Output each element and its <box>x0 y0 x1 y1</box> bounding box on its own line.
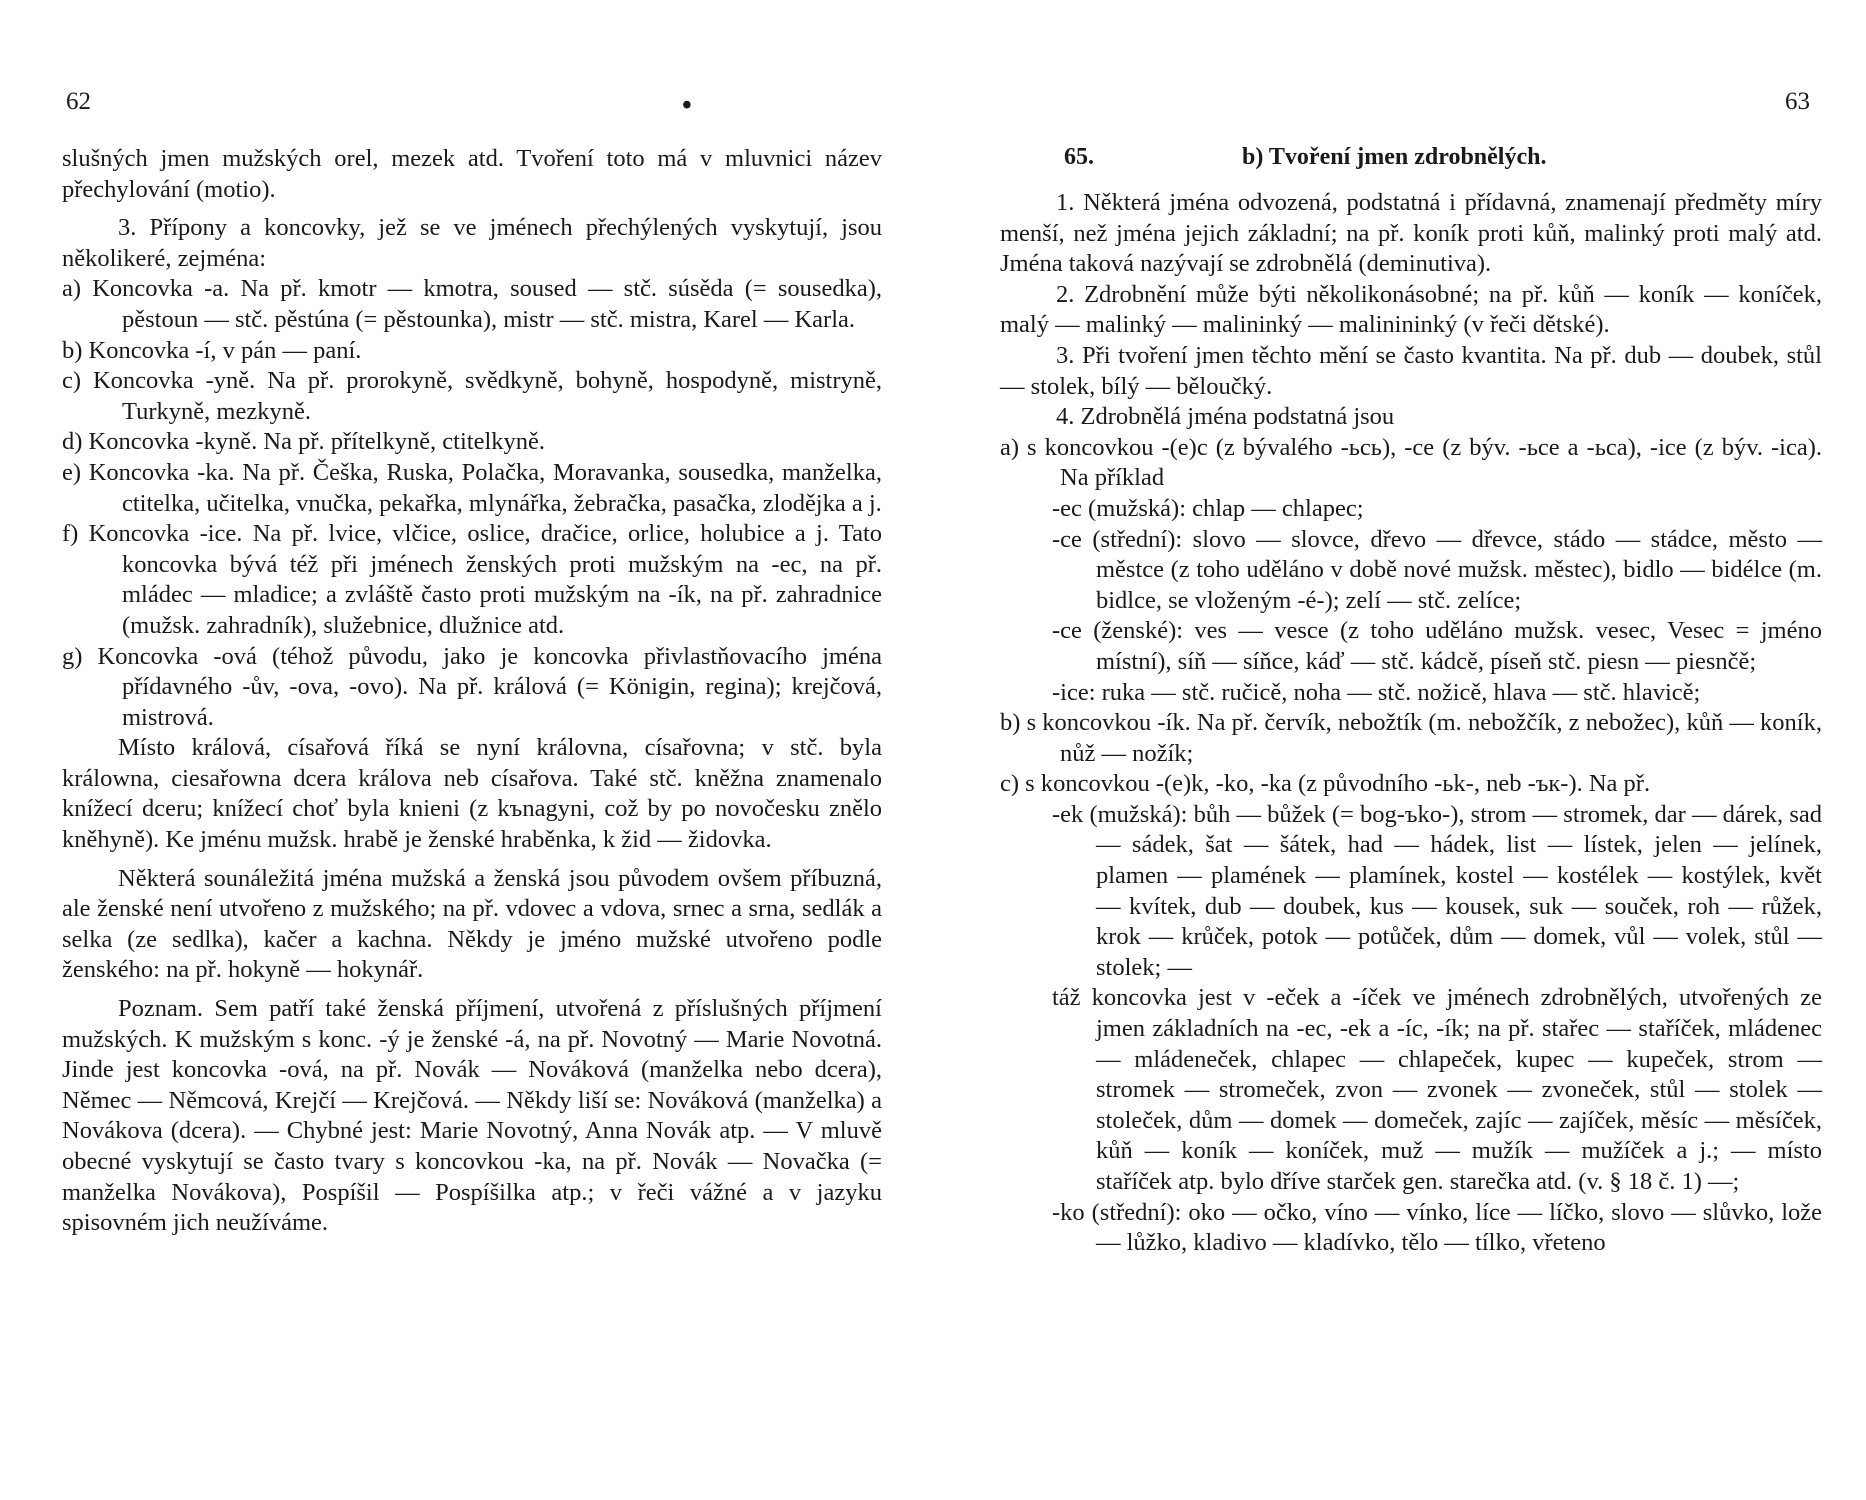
paragraph: 3. Při tvoření jmen těchto mění se často kvantita. Na př. dub — doubek, stůl — stolek, bílý — běloučký. <box>1000 341 1822 400</box>
sub-item: -ce (ženské): ves — vesce (z toho uděláno mužsk. vesec, Vesec = jméno místní), síň — síňce, káď — stč. kádcě, píseň stč. piesn — piesnčě; <box>1052 617 1822 675</box>
page-number-right: 63 <box>1785 88 1810 115</box>
left-page-text <box>62 144 882 1239</box>
paragraph: 2. Zdrobnění může býti několikonásobné; na př. kůň — koník — koníček, malý — malinký — malininký — malinininký (v řeči dětské). <box>1000 280 1822 339</box>
list-item-c: c) Koncovka -yně. Na př. prorokyně, svědkyně, bohyně, hospodyně, mistryně, Turkyně, mezkyně. <box>62 367 882 425</box>
section-title: b) Tvoření jmen zdrobnělých. <box>1242 144 1547 170</box>
paragraph: slušných jmen mužských orel, mezek atd. Tvoření toto má v mluvnici název přechylování (motio). <box>62 145 882 203</box>
list-item-f: f) Koncovka -ice. Na př. lvice, vlčice, oslice, dračice, orlice, holubice a j. Tato koncovka bývá též při jménech ženských proti mužským na -ec, na př. mládec — mladice; a zvláště často proti mužským na -ík, na př. zahradnice (mužsk. zahradník), služebnice, dlužnice atd. <box>62 520 882 639</box>
list-item-b: b) s koncovkou -ík. Na př. červík, nebožtík (m. nebožčík, z nebožec), kůň — koník, nůž — nožík; <box>1000 709 1822 767</box>
list-item-c: c) s koncovkou -(e)k, -ko, -ka (z původního -ьk-, neb -ък-). Na př. <box>1000 770 1651 798</box>
list-item-e: e) Koncovka -ka. Na př. Češka, Ruska, Polačka, Moravanka, sousedka, manželka, ctitelka, učitelka, vnučka, pekařka, mlynářka, žebračka, pasačka, zlodějka a j. <box>62 458 882 517</box>
left-page <box>62 0 882 1500</box>
paragraph: Některá sounáležitá jména mužská a ženská jsou původem ovšem příbuzná, ale ženské není utvořeno z mužského; na př. vdovec a vdova, srnec a srna, sedlák a selka (ze sedlka), kačer a kachna. Někdy je jméno mužské utvořeno podle ženského: na př. hokyně — hokynář. <box>62 864 882 984</box>
sub-item: -ec (mužská): chlap — chlapec; <box>1052 494 1364 522</box>
paragraph: 3. Přípony a koncovky, jež se ve jménech přechýlených vyskytují, jsou několikeré, zejména: <box>62 214 882 272</box>
list-item-a: a) s koncovkou -(e)c (z bývalého -ьcь), -ce (z býv. -ьce a -ьca), -ice (z býv. -ica). Na příklad <box>1000 433 1822 492</box>
right-page-text <box>1000 188 1822 1259</box>
sub-item: -ice: ruka — stč. ručicě, noha — stč. nožicě, hlava — stč. hlavicě; <box>1052 678 1701 706</box>
sub-item: -ce (střední): slovo — slovce, dřevo — dřevce, stádo — stádce, město — městce (z toho uděláno v době nové mužsk. městec), bidlo — bidélce (m. bidlce, se vloženým -é-); zelí — stč. zelíce; <box>1052 525 1822 614</box>
paragraph: Místo králová, císařová říká se nyní královna, císařovna; v stč. byla králowna, ciesařowna dcera králova neb císařova. Také stč. kněžna znamenalo knížecí dceru; knížecí choť byla knieni (z kъnagyni, což by po novočesku znělo kněhyně). Ke jménu mužsk. hrabě je ženské hraběnka, k žid — židovka. <box>62 734 882 854</box>
list-item-g: g) Koncovka -ová (téhož původu, jako je koncovka přivlastňovacího jména přídavného -ův, -ova, -ovo). Na př. králová (= Königin, regina); krejčová, mistrová. <box>62 642 882 731</box>
list-item-b: b) Koncovka -í, v pán — paní. <box>62 336 362 364</box>
sub-item: táž koncovka jest v -eček a -íček ve jménech zdrobnělých, utvořených ze jmen základních na -ec, -ek a -íc, -ík; na př. stařec — staříček, mládenec — mládeneček, chlapec — chlapeček, kupec — kupeček, strom — stromek — stromeček, zvon — zvonek — zvoneček, stůl — stolek — stoleček, dům — domek — domeček, zajíc — zajíček, měsíc — měsíček, kůň — koník — koníček, muž — mužík — mužíček a j.; — místo staříček atp. bylo dříve starček gen. starečka atd. (v. § 18 č. 1) —; <box>1052 984 1822 1195</box>
list-item-d: d) Koncovka -kyně. Na př. přítelkyně, ctitelkyně. <box>62 428 546 456</box>
right-page <box>1000 0 1822 1500</box>
sub-item: -ek (mužská): bůh — bůžek (= bog-ъko-), strom — stromek, dar — dárek, sad — sádek, šat — šátek, had — hádek, list — lístek, jelen — jelínek, plamen — plamének — plamínek, kostel — kostélek — kostýlek, květ — kvítek, dub — doubek, kus — kousek, suk — souček, roh — růžek, krok — krůček, potok — potůček, dům — domek, vůl — volek, stůl — stolek; — <box>1052 800 1822 981</box>
note-paragraph: Poznam. Sem patří také ženská příjmení, utvořená z příslušných příjmení mužských. K mužským s konc. -ý je ženské -á, na př. Novotný — Marie Novotná. Jinde jest koncovka -ová, na př. Novák — Nováková (manželka nebo dcera), Němec — Němcová, Krejčí — Krejčová. — Někdy liší se: Nováková (manželka) a Novákova (dcera). — Chybné jest: Marie Novotný, Anna Novák atp. — V mluvě obecné vyskytují se často tvary s koncovkou -ka, na př. Novák — Novačka (= manželka Novákova), Pospíšil — Pospíšilka atp.; v řeči vážné a v jazyku spisovném jich neužíváme. <box>62 995 882 1237</box>
list-item-a: a) Koncovka -a. Na př. kmotr — kmotra, soused — stč. súsěda (= sousedka), pěstoun — stč. pěstúna (= pěstounka), mistr — stč. mistra, Karel — Karla. <box>62 275 882 333</box>
paragraph: 4. Zdrobnělá jména podstatná jsou <box>1056 403 1395 431</box>
page-number-left: 62 <box>66 88 91 115</box>
section-number: 65. <box>1064 144 1094 170</box>
paragraph: 1. Některá jména odvozená, podstatná i přídavná, znamenají předměty míry menší, než jména jejich základní; na př. koník proti kůň, malinký proti malý atd. Jména taková nazývají se zdrobnělá (deminutiva). <box>1000 189 1822 278</box>
print-mark: • <box>682 90 692 121</box>
sub-item: -ko (střední): oko — očko, víno — vínko, líce — líčko, slovo — slůvko, lože — lůžko, kladivo — kladívko, tělo — tílko, vřeteno <box>1052 1198 1822 1257</box>
